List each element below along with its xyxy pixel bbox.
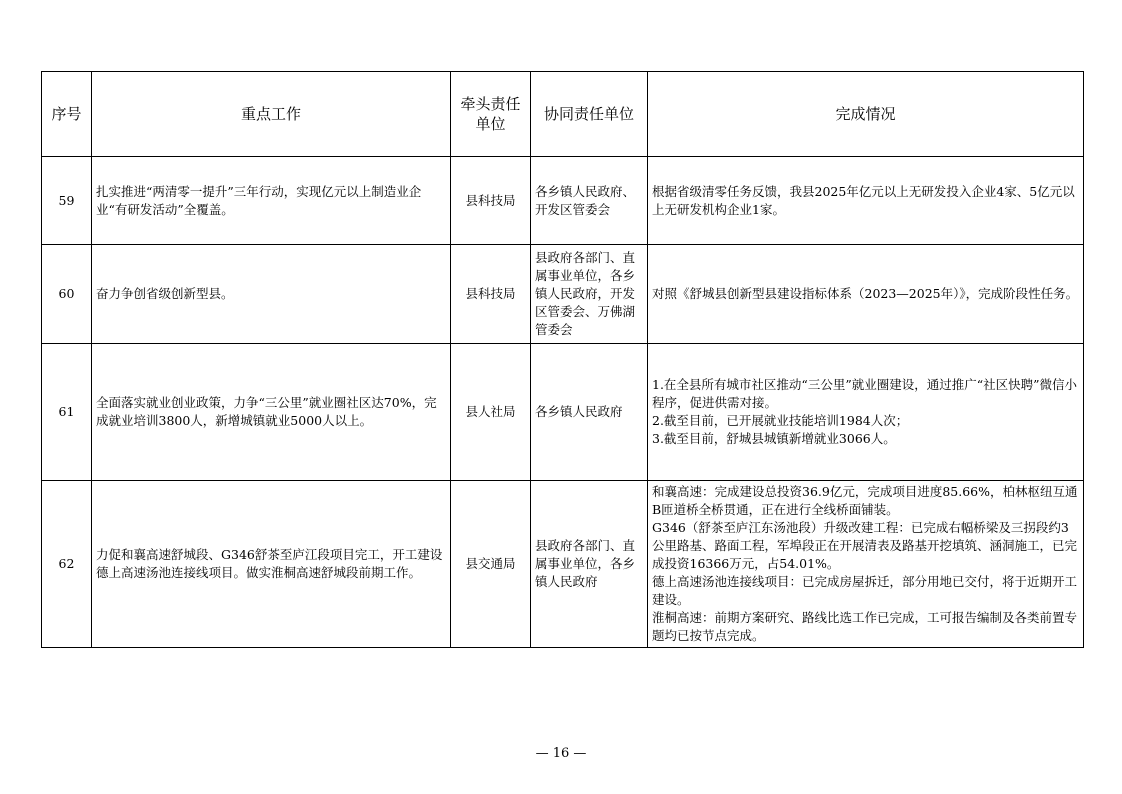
row-status: 对照《舒城县创新型县建设指标体系（2023—2025年）》，完成阶段性任务。 [648,245,1084,344]
header-no: 序号 [42,72,92,157]
row-cooperate-unit: 各乡镇人民政府 [531,344,648,481]
header-lead-unit: 牵头责任 单位 [451,72,531,157]
header-status: 完成情况 [648,72,1084,157]
header-task: 重点工作 [92,72,451,157]
row-cooperate-unit: 各乡镇人民政府、开发区管委会 [531,157,648,245]
row-number: 60 [42,245,92,344]
row-task: 全面落实就业创业政策，力争“三公里”就业圈社区达70%，完成就业培训3800人，新增城镇就业5000人以上。 [92,344,451,481]
row-status: 根据省级清零任务反馈，我县2025年亿元以上无研发投入企业4家、5亿元以上无研发机构企业1家。 [648,157,1084,245]
row-status: 1.在全县所有城市社区推动“三公里”就业圈建设，通过推广“社区快聘”微信小程序，促进供需对接。 2.截至目前，已开展就业技能培训1984人次； 3.截至目前，舒城县城镇新增就业3066人。 [648,344,1084,481]
row-lead-unit: 县人社局 [451,344,531,481]
page-number: — 16 — [535,746,587,761]
row-cooperate-unit: 县政府各部门、直属事业单位，各乡镇人民政府，开发区管委会、万佛湖管委会 [531,245,648,344]
row-number: 62 [42,481,92,648]
header-cooperate-unit: 协同责任单位 [531,72,648,157]
row-number: 61 [42,344,92,481]
row-status: 和襄高速：完成建设总投资36.9亿元，完成项目进度85.66%，柏林枢纽互通B匝道桥全桥贯通，正在进行全线桥面铺装。 G346（舒茶至庐江东汤池段）升级改建工程：已完成右幅桥梁及三拐段约3公里路基、路面工程，军埠段正在开展清表及路基开挖填筑、涵洞施工，已完成投资16366万元，占54.01%。 德上高速汤池连接线项目：已完成房屋拆迁，部分用地已交付，将于近期开工建设。 淮桐高速：前期方案研究、路线比选工作已完成，工可报告编制及各类前置专题均已按节点完成。 [648,481,1084,648]
row-task: 扎实推进“两清零一提升”三年行动，实现亿元以上制造业企业“有研发活动”全覆盖。 [92,157,451,245]
table-header-row [42,72,1084,157]
row-lead-unit: 县科技局 [451,245,531,344]
row-number: 59 [42,157,92,245]
row-cooperate-unit: 县政府各部门、直属事业单位，各乡镇人民政府 [531,481,648,648]
row-lead-unit: 县交通局 [451,481,531,648]
table-row [42,344,1084,481]
work-progress-table [41,71,1084,648]
row-task: 奋力争创省级创新型县。 [92,245,451,344]
table-row [42,157,1084,245]
table-row [42,245,1084,344]
table-row [42,481,1084,648]
row-lead-unit: 县科技局 [451,157,531,245]
row-task: 力促和襄高速舒城段、G346舒茶至庐江段项目完工，开工建设德上高速汤池连接线项目。做实淮桐高速舒城段前期工作。 [92,481,451,648]
